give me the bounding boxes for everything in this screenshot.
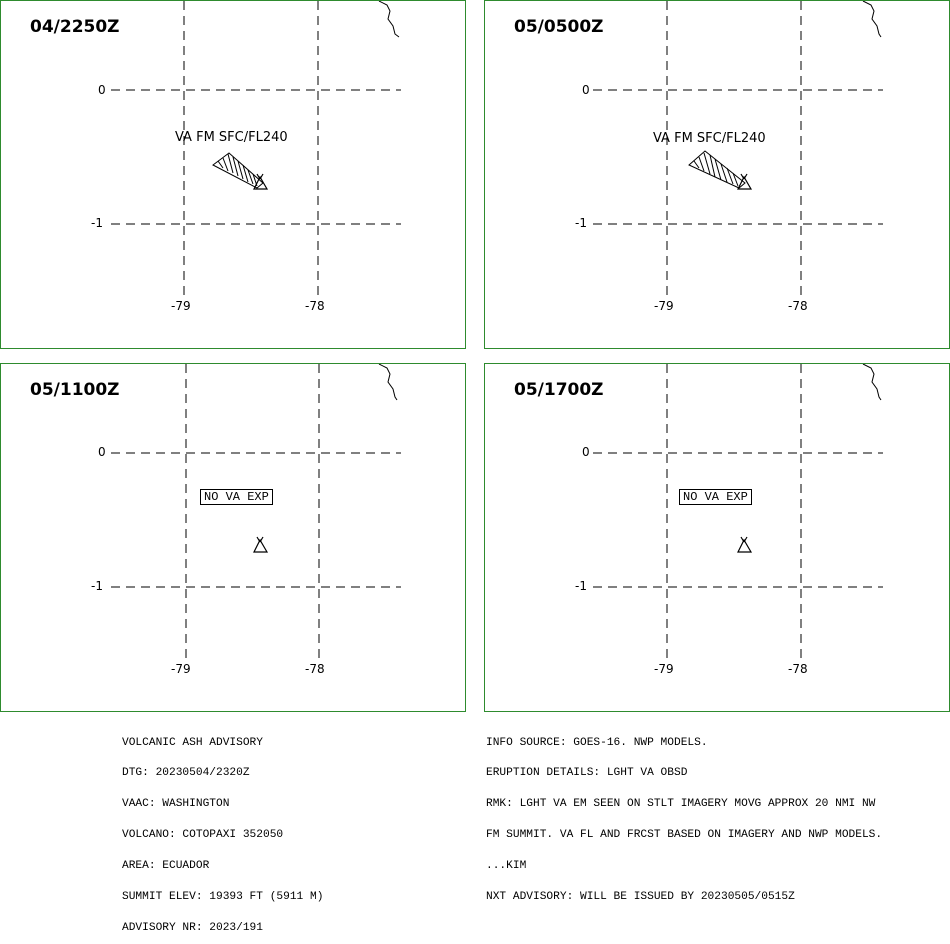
lon-label-79: -79 [654, 662, 674, 676]
lon-label-78: -78 [305, 299, 325, 313]
panel-time: 05/0500Z [514, 17, 604, 37]
advisory-title: VOLCANIC ASH ADVISORY [122, 736, 263, 749]
coastline [863, 364, 881, 400]
map-panel-3 [0, 363, 466, 712]
lat-label-minus-1: -1 [575, 579, 587, 593]
map-panel-4 [484, 363, 950, 712]
ash-area [689, 151, 745, 188]
ash-label: VA FM SFC/FL240 [175, 130, 288, 145]
coastline [863, 1, 881, 37]
map-panel-1 [0, 0, 466, 349]
map-grid-1 [1, 1, 467, 350]
lon-label-79: -79 [654, 299, 674, 313]
advisory-volcano: VOLCANO: COTOPAXI 352050 [122, 829, 284, 842]
lon-label-78: -78 [788, 299, 808, 313]
lat-label-0: 0 [98, 83, 106, 97]
advisory-vaac: VAAC: WASHINGTON [122, 798, 230, 811]
lon-label-79: -79 [171, 299, 191, 313]
advisory-next: NXT ADVISORY: WILL BE ISSUED BY 20230505/0515Z [486, 891, 795, 904]
ash-area [213, 153, 263, 188]
map-panel-2 [484, 0, 950, 349]
lat-label-0: 0 [582, 445, 590, 459]
lon-label-78: -78 [788, 662, 808, 676]
advisory-area: AREA: ECUADOR [122, 860, 210, 873]
lat-label-0: 0 [98, 445, 106, 459]
advisory-header-block [122, 717, 323, 944]
lat-label-minus-1: -1 [91, 216, 103, 230]
advisory-details-block [486, 717, 882, 913]
advisory-summit-elev: SUMMIT ELEV: 19393 FT (5911 M) [122, 891, 324, 904]
no-va-expected-box: NO VA EXP [200, 489, 273, 505]
advisory-dtg: DTG: 20230504/2320Z [122, 767, 250, 780]
map-grid-3 [1, 364, 467, 713]
no-va-expected-box: NO VA EXP [679, 489, 752, 505]
lon-label-78: -78 [305, 662, 325, 676]
map-grid-2 [485, 1, 950, 350]
lon-label-79: -79 [171, 662, 191, 676]
advisory-signature: ...KIM [486, 860, 527, 873]
panel-time: 05/1700Z [514, 380, 604, 400]
lat-label-minus-1: -1 [575, 216, 587, 230]
advisory-eruption-details: ERUPTION DETAILS: LGHT VA OBSD [486, 767, 688, 780]
advisory-remarks-1: RMK: LGHT VA EM SEEN ON STLT IMAGERY MOVG APPROX 20 NMI NW [486, 798, 876, 811]
advisory-info-source: INFO SOURCE: GOES-16. NWP MODELS. [486, 736, 708, 749]
volcano-icon [254, 537, 267, 552]
volcano-icon [738, 537, 751, 552]
ash-label: VA FM SFC/FL240 [653, 131, 766, 146]
map-grid-4 [485, 364, 950, 713]
panel-time: 04/2250Z [30, 17, 120, 37]
coastline [379, 1, 399, 37]
advisory-number: ADVISORY NR: 2023/191 [122, 921, 263, 934]
lat-label-0: 0 [582, 83, 590, 97]
coastline [379, 364, 397, 400]
panel-time: 05/1100Z [30, 380, 120, 400]
lat-label-minus-1: -1 [91, 579, 103, 593]
advisory-remarks-2: FM SUMMIT. VA FL AND FRCST BASED ON IMAGERY AND NWP MODELS. [486, 829, 883, 842]
